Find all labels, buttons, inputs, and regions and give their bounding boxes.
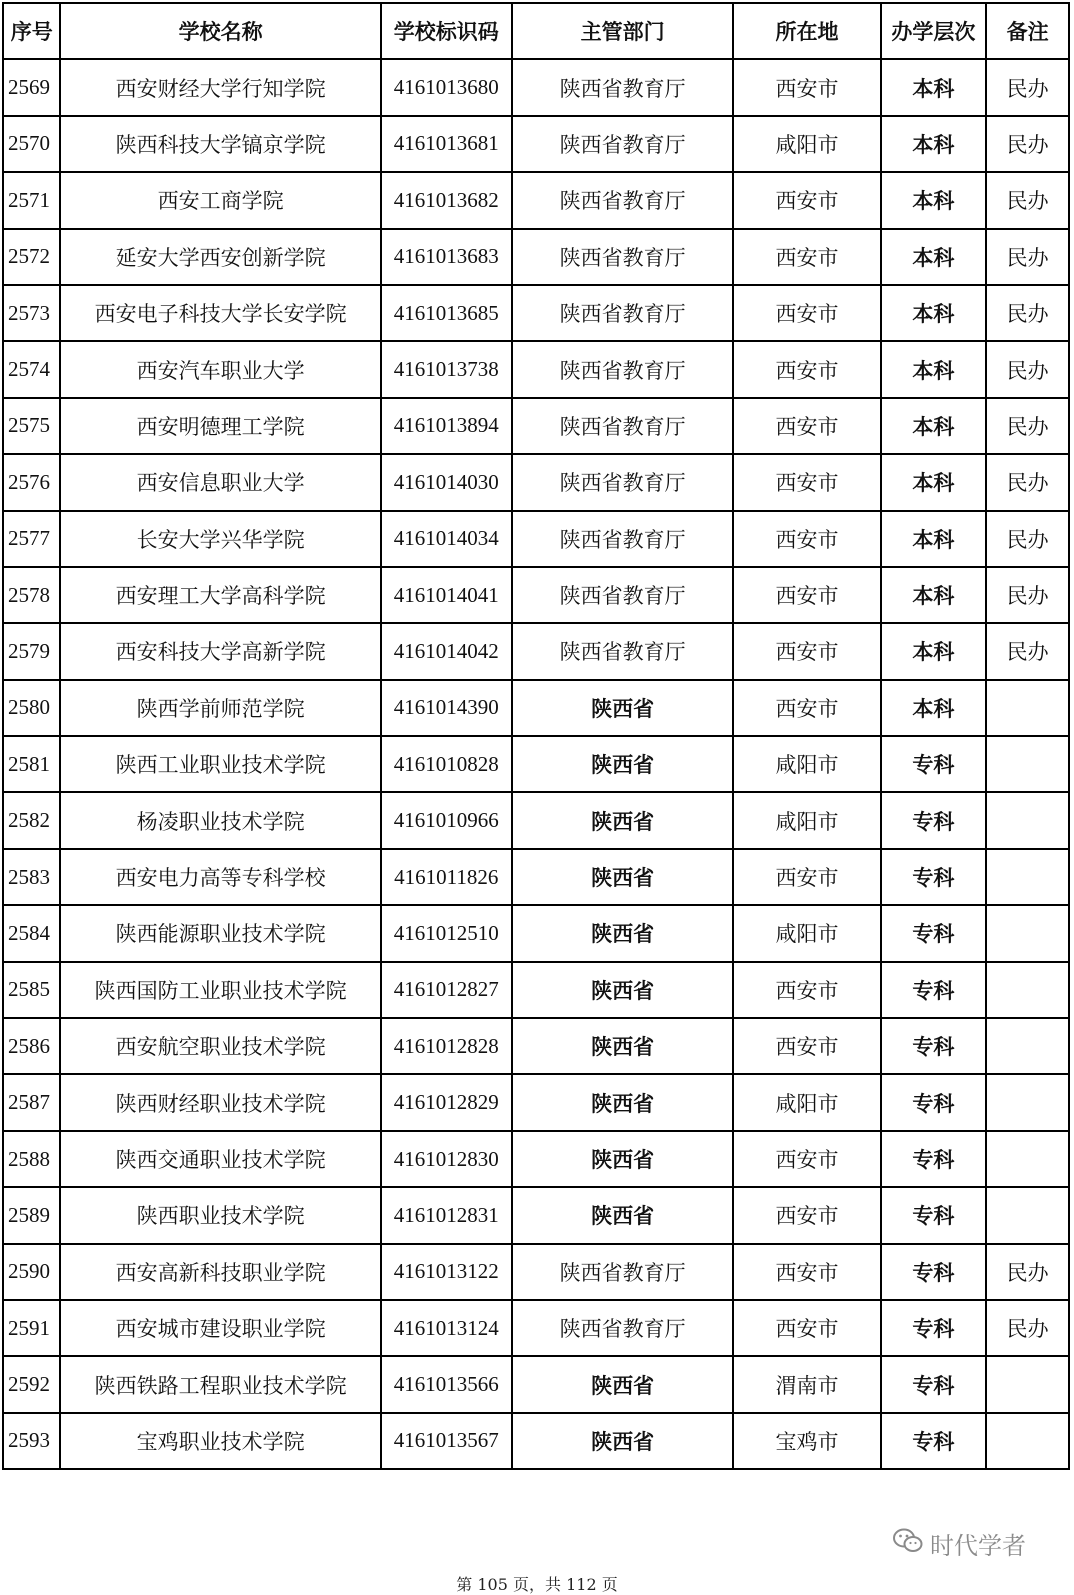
- department-cell: 陕西省: [512, 905, 734, 961]
- school-name-cell: 陕西国防工业职业技术学院: [60, 962, 380, 1018]
- department-cell: 陕西省: [512, 1131, 734, 1187]
- school-code-cell: 4161013124: [381, 1300, 512, 1356]
- remark-cell: [986, 1187, 1069, 1243]
- school-name-cell: 西安高新科技职业学院: [60, 1244, 380, 1300]
- school-code-cell: 4161012828: [381, 1018, 512, 1074]
- school-code-cell: 4161014034: [381, 511, 512, 567]
- school-name-cell: 西安电力高等专科学校: [60, 849, 380, 905]
- level-cell: 专科: [881, 962, 987, 1018]
- index-cell: 2577: [3, 511, 60, 567]
- index-cell: 2583: [3, 849, 60, 905]
- index-cell: 2570: [3, 116, 60, 172]
- department-cell: 陕西省教育厅: [512, 511, 734, 567]
- school-name-cell: 陕西交通职业技术学院: [60, 1131, 380, 1187]
- location-cell: 西安市: [733, 1018, 880, 1074]
- school-name-cell: 西安明德理工学院: [60, 398, 380, 454]
- remark-cell: 民办: [986, 229, 1069, 285]
- index-cell: 2587: [3, 1074, 60, 1130]
- school-name-cell: 西安理工大学高科学院: [60, 567, 380, 623]
- department-cell: 陕西省教育厅: [512, 1244, 734, 1300]
- school-code-cell: 4161012827: [381, 962, 512, 1018]
- level-cell: 专科: [881, 849, 987, 905]
- remark-cell: 民办: [986, 511, 1069, 567]
- level-cell: 专科: [881, 736, 987, 792]
- table-row: [3, 285, 1069, 341]
- level-cell: 本科: [881, 623, 987, 679]
- index-cell: 2579: [3, 623, 60, 679]
- index-cell: 2581: [3, 736, 60, 792]
- department-cell: 陕西省: [512, 1187, 734, 1243]
- table-header: [3, 3, 1069, 59]
- school-code-cell: 4161013683: [381, 229, 512, 285]
- table-row: [3, 59, 1069, 115]
- school-code-cell: 4161014041: [381, 567, 512, 623]
- location-cell: 咸阳市: [733, 792, 880, 848]
- remark-cell: 民办: [986, 172, 1069, 228]
- school-name-cell: 杨凌职业技术学院: [60, 792, 380, 848]
- remark-cell: 民办: [986, 59, 1069, 115]
- school-code-cell: 4161013681: [381, 116, 512, 172]
- school-name-cell: 陕西科技大学镐京学院: [60, 116, 380, 172]
- remark-cell: 民办: [986, 285, 1069, 341]
- level-cell: 本科: [881, 172, 987, 228]
- index-cell: 2588: [3, 1131, 60, 1187]
- remark-cell: 民办: [986, 398, 1069, 454]
- remark-cell: [986, 792, 1069, 848]
- level-cell: 专科: [881, 1018, 987, 1074]
- school-name-cell: 陕西能源职业技术学院: [60, 905, 380, 961]
- department-cell: 陕西省教育厅: [512, 398, 734, 454]
- level-cell: 本科: [881, 567, 987, 623]
- location-cell: 西安市: [733, 511, 880, 567]
- location-cell: 西安市: [733, 962, 880, 1018]
- remark-cell: [986, 1074, 1069, 1130]
- table-row: [3, 736, 1069, 792]
- header-index: 序号: [3, 3, 60, 59]
- school-code-cell: 4161011826: [381, 849, 512, 905]
- location-cell: 西安市: [733, 849, 880, 905]
- school-name-cell: 宝鸡职业技术学院: [60, 1413, 380, 1469]
- level-cell: 本科: [881, 285, 987, 341]
- index-cell: 2592: [3, 1356, 60, 1412]
- table-row: [3, 1244, 1069, 1300]
- location-cell: 西安市: [733, 341, 880, 397]
- table-row: [3, 567, 1069, 623]
- remark-cell: 民办: [986, 1300, 1069, 1356]
- remark-cell: [986, 1018, 1069, 1074]
- location-cell: 西安市: [733, 1244, 880, 1300]
- index-cell: 2591: [3, 1300, 60, 1356]
- school-name-cell: 陕西财经职业技术学院: [60, 1074, 380, 1130]
- index-cell: 2580: [3, 680, 60, 736]
- index-cell: 2571: [3, 172, 60, 228]
- header-department: 主管部门: [512, 3, 734, 59]
- location-cell: 渭南市: [733, 1356, 880, 1412]
- school-code-cell: 4161012831: [381, 1187, 512, 1243]
- index-cell: 2569: [3, 59, 60, 115]
- table-row: [3, 962, 1069, 1018]
- school-code-cell: 4161012829: [381, 1074, 512, 1130]
- remark-cell: 民办: [986, 454, 1069, 510]
- department-cell: 陕西省: [512, 849, 734, 905]
- remark-cell: 民办: [986, 567, 1069, 623]
- department-cell: 陕西省: [512, 736, 734, 792]
- level-cell: 本科: [881, 454, 987, 510]
- school-code-cell: 4161014030: [381, 454, 512, 510]
- location-cell: 西安市: [733, 172, 880, 228]
- table-row: [3, 1413, 1069, 1469]
- department-cell: 陕西省教育厅: [512, 341, 734, 397]
- location-cell: 西安市: [733, 454, 880, 510]
- table-row: [3, 229, 1069, 285]
- school-name-cell: 西安财经大学行知学院: [60, 59, 380, 115]
- department-cell: 陕西省教育厅: [512, 229, 734, 285]
- department-cell: 陕西省教育厅: [512, 567, 734, 623]
- table-row: [3, 623, 1069, 679]
- table-row: [3, 1187, 1069, 1243]
- location-cell: 西安市: [733, 285, 880, 341]
- level-cell: 专科: [881, 792, 987, 848]
- school-name-cell: 陕西学前师范学院: [60, 680, 380, 736]
- level-cell: 本科: [881, 229, 987, 285]
- watermark-text: 时代学者: [930, 1532, 1026, 1560]
- remark-cell: [986, 1413, 1069, 1469]
- department-cell: 陕西省: [512, 962, 734, 1018]
- department-cell: 陕西省教育厅: [512, 285, 734, 341]
- department-cell: 陕西省: [512, 1018, 734, 1074]
- remark-cell: [986, 905, 1069, 961]
- location-cell: 西安市: [733, 59, 880, 115]
- department-cell: 陕西省: [512, 680, 734, 736]
- table-row: [3, 1300, 1069, 1356]
- remark-cell: 民办: [986, 116, 1069, 172]
- header-level: 办学层次: [881, 3, 987, 59]
- school-name-cell: 陕西职业技术学院: [60, 1187, 380, 1243]
- index-cell: 2576: [3, 454, 60, 510]
- location-cell: 咸阳市: [733, 116, 880, 172]
- table-body: [3, 59, 1069, 1469]
- page-footer: 第 105 页，共 112 页: [456, 1575, 618, 1594]
- remark-cell: [986, 962, 1069, 1018]
- location-cell: 西安市: [733, 229, 880, 285]
- school-name-cell: 西安汽车职业大学: [60, 341, 380, 397]
- table-row: [3, 1018, 1069, 1074]
- table-row: [3, 116, 1069, 172]
- location-cell: 咸阳市: [733, 736, 880, 792]
- location-cell: 西安市: [733, 1300, 880, 1356]
- table-row: [3, 849, 1069, 905]
- location-cell: 西安市: [733, 398, 880, 454]
- table-row: [3, 454, 1069, 510]
- remark-cell: [986, 1356, 1069, 1412]
- school-code-cell: 4161013680: [381, 59, 512, 115]
- school-name-cell: 陕西铁路工程职业技术学院: [60, 1356, 380, 1412]
- school-code-cell: 4161013567: [381, 1413, 512, 1469]
- location-cell: 西安市: [733, 1131, 880, 1187]
- department-cell: 陕西省教育厅: [512, 454, 734, 510]
- level-cell: 专科: [881, 1187, 987, 1243]
- location-cell: 西安市: [733, 623, 880, 679]
- remark-cell: [986, 1131, 1069, 1187]
- department-cell: 陕西省教育厅: [512, 116, 734, 172]
- index-cell: 2585: [3, 962, 60, 1018]
- school-name-cell: 西安工商学院: [60, 172, 380, 228]
- department-cell: 陕西省: [512, 792, 734, 848]
- department-cell: 陕西省: [512, 1356, 734, 1412]
- school-code-cell: 4161013682: [381, 172, 512, 228]
- index-cell: 2593: [3, 1413, 60, 1469]
- index-cell: 2575: [3, 398, 60, 454]
- level-cell: 专科: [881, 1244, 987, 1300]
- location-cell: 宝鸡市: [733, 1413, 880, 1469]
- index-cell: 2586: [3, 1018, 60, 1074]
- school-code-cell: 4161013894: [381, 398, 512, 454]
- location-cell: 西安市: [733, 680, 880, 736]
- department-cell: 陕西省教育厅: [512, 172, 734, 228]
- school-code-cell: 4161013122: [381, 1244, 512, 1300]
- department-cell: 陕西省: [512, 1413, 734, 1469]
- school-list-table: [2, 2, 1070, 1470]
- level-cell: 本科: [881, 511, 987, 567]
- school-name-cell: 长安大学兴华学院: [60, 511, 380, 567]
- table-row: [3, 172, 1069, 228]
- table-row: [3, 680, 1069, 736]
- location-cell: 咸阳市: [733, 1074, 880, 1130]
- school-code-cell: 4161010966: [381, 792, 512, 848]
- index-cell: 2572: [3, 229, 60, 285]
- school-code-cell: 4161013738: [381, 341, 512, 397]
- level-cell: 专科: [881, 1131, 987, 1187]
- level-cell: 专科: [881, 905, 987, 961]
- remark-cell: [986, 849, 1069, 905]
- school-code-cell: 4161012510: [381, 905, 512, 961]
- school-code-cell: 4161012830: [381, 1131, 512, 1187]
- table-row: [3, 511, 1069, 567]
- index-cell: 2582: [3, 792, 60, 848]
- index-cell: 2584: [3, 905, 60, 961]
- table-row: [3, 792, 1069, 848]
- school-code-cell: 4161013685: [381, 285, 512, 341]
- school-name-cell: 西安城市建设职业学院: [60, 1300, 380, 1356]
- location-cell: 西安市: [733, 1187, 880, 1243]
- department-cell: 陕西省教育厅: [512, 59, 734, 115]
- watermark: [892, 1526, 1026, 1561]
- location-cell: 咸阳市: [733, 905, 880, 961]
- header-school-name: 学校名称: [60, 3, 380, 59]
- index-cell: 2578: [3, 567, 60, 623]
- table-row: [3, 1356, 1069, 1412]
- header-school-code: 学校标识码: [381, 3, 512, 59]
- index-cell: 2590: [3, 1244, 60, 1300]
- index-cell: 2574: [3, 341, 60, 397]
- table-row: [3, 1131, 1069, 1187]
- level-cell: 专科: [881, 1356, 987, 1412]
- department-cell: 陕西省教育厅: [512, 1300, 734, 1356]
- school-name-cell: 陕西工业职业技术学院: [60, 736, 380, 792]
- department-cell: 陕西省: [512, 1074, 734, 1130]
- school-name-cell: 延安大学西安创新学院: [60, 229, 380, 285]
- level-cell: 本科: [881, 59, 987, 115]
- table-row: [3, 398, 1069, 454]
- remark-cell: 民办: [986, 623, 1069, 679]
- department-cell: 陕西省教育厅: [512, 623, 734, 679]
- school-code-cell: 4161013566: [381, 1356, 512, 1412]
- school-code-cell: 4161014042: [381, 623, 512, 679]
- school-name-cell: 西安信息职业大学: [60, 454, 380, 510]
- level-cell: 本科: [881, 341, 987, 397]
- index-cell: 2573: [3, 285, 60, 341]
- wechat-icon: [892, 1527, 924, 1561]
- school-name-cell: 西安航空职业技术学院: [60, 1018, 380, 1074]
- school-name-cell: 西安电子科技大学长安学院: [60, 285, 380, 341]
- level-cell: 本科: [881, 116, 987, 172]
- table-row: [3, 905, 1069, 961]
- school-name-cell: 西安科技大学高新学院: [60, 623, 380, 679]
- header-location: 所在地: [733, 3, 880, 59]
- level-cell: 本科: [881, 398, 987, 454]
- school-code-cell: 4161010828: [381, 736, 512, 792]
- remark-cell: [986, 736, 1069, 792]
- index-cell: 2589: [3, 1187, 60, 1243]
- remark-cell: 民办: [986, 341, 1069, 397]
- table-row: [3, 1074, 1069, 1130]
- location-cell: 西安市: [733, 567, 880, 623]
- remark-cell: 民办: [986, 1244, 1069, 1300]
- level-cell: 本科: [881, 680, 987, 736]
- table-row: [3, 341, 1069, 397]
- remark-cell: [986, 680, 1069, 736]
- level-cell: 专科: [881, 1300, 987, 1356]
- header-row: [3, 3, 1069, 59]
- level-cell: 专科: [881, 1413, 987, 1469]
- header-remark: 备注: [986, 3, 1069, 59]
- school-code-cell: 4161014390: [381, 680, 512, 736]
- level-cell: 专科: [881, 1074, 987, 1130]
